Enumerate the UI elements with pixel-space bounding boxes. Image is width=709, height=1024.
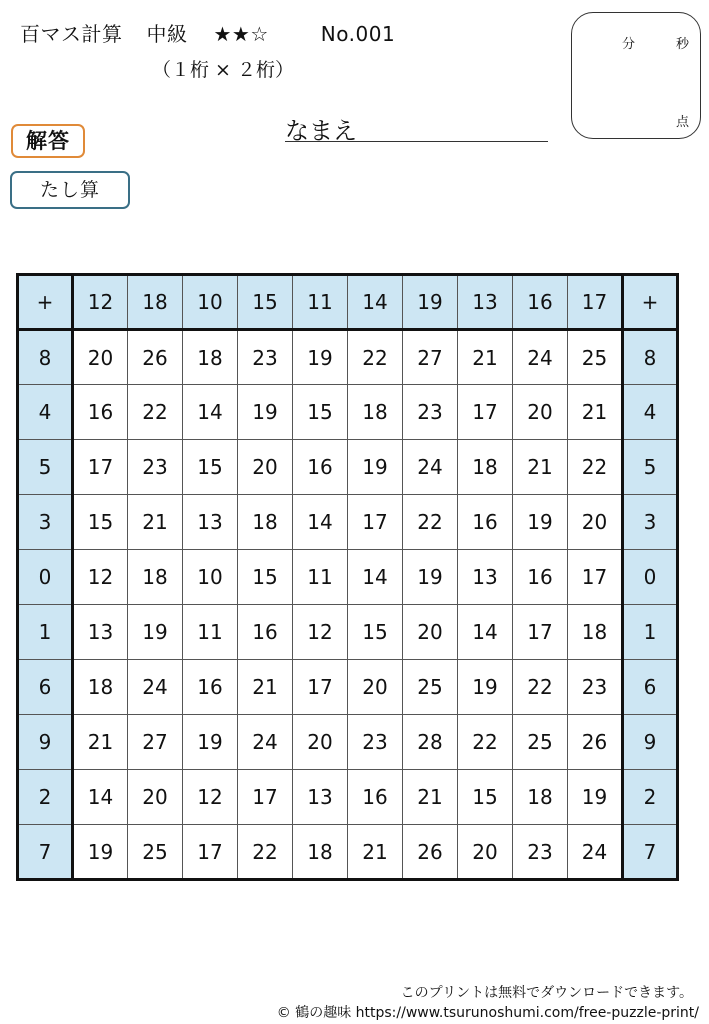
- answer-cell: 18: [183, 330, 238, 385]
- answer-cell: 18: [513, 770, 568, 825]
- grid-row: [18, 715, 678, 770]
- column-header-cell: 14: [348, 275, 403, 330]
- answer-cell: 14: [183, 385, 238, 440]
- worksheet-title-line: [20, 18, 395, 47]
- row-header-cell: 0: [18, 550, 73, 605]
- answer-cell: 26: [568, 715, 623, 770]
- grid-row: [18, 770, 678, 825]
- operator-cell: +: [623, 275, 678, 330]
- answer-cell: 16: [183, 660, 238, 715]
- grid-table: [16, 273, 679, 881]
- answer-cell: 20: [238, 440, 293, 495]
- answer-cell: 17: [183, 825, 238, 880]
- column-header-cell: 11: [293, 275, 348, 330]
- answer-cell: 19: [513, 495, 568, 550]
- answer-cell: 25: [403, 660, 458, 715]
- column-header-cell: 13: [458, 275, 513, 330]
- grid-row: [18, 605, 678, 660]
- answer-cell: 20: [293, 715, 348, 770]
- row-header-cell: 1: [623, 605, 678, 660]
- worksheet-number: No.001: [320, 22, 396, 46]
- answer-cell: 23: [348, 715, 403, 770]
- answer-cell: 15: [458, 770, 513, 825]
- answer-cell: 19: [183, 715, 238, 770]
- row-header-cell: 0: [623, 550, 678, 605]
- answer-cell: 16: [73, 385, 128, 440]
- answer-cell: 17: [348, 495, 403, 550]
- answer-cell: 22: [513, 660, 568, 715]
- score-box: [571, 12, 701, 139]
- answer-cell: 19: [458, 660, 513, 715]
- answer-cell: 12: [73, 550, 128, 605]
- answer-cell: 15: [183, 440, 238, 495]
- grid-row: [18, 385, 678, 440]
- operator-cell: +: [18, 275, 73, 330]
- row-header-cell: 8: [623, 330, 678, 385]
- answer-cell: 20: [348, 660, 403, 715]
- answer-cell: 17: [293, 660, 348, 715]
- answer-cell: 20: [128, 770, 183, 825]
- answer-cell: 22: [348, 330, 403, 385]
- answer-cell: 25: [513, 715, 568, 770]
- answer-cell: 23: [128, 440, 183, 495]
- row-header-cell: 4: [18, 385, 73, 440]
- name-label: なまえ: [285, 117, 357, 145]
- answer-cell: 10: [183, 550, 238, 605]
- answer-cell: 27: [403, 330, 458, 385]
- answer-cell: 16: [513, 550, 568, 605]
- answer-cell: 15: [293, 385, 348, 440]
- answer-cell: 16: [458, 495, 513, 550]
- hundred-square-grid: [16, 273, 679, 881]
- column-header-cell: 19: [403, 275, 458, 330]
- answer-cell: 20: [73, 330, 128, 385]
- answer-cell: 21: [458, 330, 513, 385]
- grid-row: [18, 330, 678, 385]
- answer-cell: 19: [73, 825, 128, 880]
- answer-cell: 22: [568, 440, 623, 495]
- row-header-cell: 7: [623, 825, 678, 880]
- answer-cell: 22: [458, 715, 513, 770]
- answer-cell: 21: [73, 715, 128, 770]
- answer-cell: 25: [128, 825, 183, 880]
- answer-cell: 18: [238, 495, 293, 550]
- answer-cell: 14: [458, 605, 513, 660]
- answer-cell: 20: [568, 495, 623, 550]
- answer-cell: 21: [403, 770, 458, 825]
- answer-cell: 17: [238, 770, 293, 825]
- answer-cell: 19: [128, 605, 183, 660]
- answer-cell: 22: [403, 495, 458, 550]
- row-header-cell: 6: [623, 660, 678, 715]
- row-header-cell: 6: [18, 660, 73, 715]
- answer-cell: 11: [183, 605, 238, 660]
- column-header-cell: 18: [128, 275, 183, 330]
- answer-cell: 15: [73, 495, 128, 550]
- grid-row: [18, 825, 678, 880]
- column-header-cell: 15: [238, 275, 293, 330]
- answer-cell: 19: [238, 385, 293, 440]
- grid-row: [18, 660, 678, 715]
- answer-cell: 19: [348, 440, 403, 495]
- answer-cell: 19: [403, 550, 458, 605]
- answer-cell: 21: [238, 660, 293, 715]
- answer-cell: 13: [293, 770, 348, 825]
- answer-cell: 18: [293, 825, 348, 880]
- answer-cell: 16: [348, 770, 403, 825]
- answer-cell: 23: [403, 385, 458, 440]
- points-label: 点: [676, 115, 690, 130]
- row-header-cell: 5: [18, 440, 73, 495]
- footer-notice: このプリントは無料でダウンロードできます。: [400, 985, 693, 1001]
- answer-badge: 解答: [11, 124, 85, 158]
- difficulty-level: 中級: [146, 22, 188, 46]
- row-header-cell: 8: [18, 330, 73, 385]
- answer-cell: 23: [568, 660, 623, 715]
- answer-cell: 26: [128, 330, 183, 385]
- answer-cell: 24: [513, 330, 568, 385]
- answer-cell: 18: [73, 660, 128, 715]
- answer-cell: 24: [238, 715, 293, 770]
- row-header-cell: 1: [18, 605, 73, 660]
- answer-cell: 12: [183, 770, 238, 825]
- column-header-cell: 12: [73, 275, 128, 330]
- answer-cell: 13: [458, 550, 513, 605]
- answer-cell: 21: [513, 440, 568, 495]
- answer-cell: 22: [128, 385, 183, 440]
- answer-cell: 17: [513, 605, 568, 660]
- answer-cell: 23: [513, 825, 568, 880]
- answer-cell: 14: [348, 550, 403, 605]
- grid-row: [18, 550, 678, 605]
- answer-cell: 14: [73, 770, 128, 825]
- answer-cell: 13: [73, 605, 128, 660]
- answer-cell: 24: [568, 825, 623, 880]
- row-header-cell: 2: [623, 770, 678, 825]
- answer-cell: 18: [458, 440, 513, 495]
- row-header-cell: 9: [18, 715, 73, 770]
- answer-cell: 13: [183, 495, 238, 550]
- answer-cell: 12: [293, 605, 348, 660]
- row-header-cell: 3: [18, 495, 73, 550]
- answer-cell: 20: [458, 825, 513, 880]
- minutes-label: 分: [622, 37, 636, 52]
- answer-cell: 24: [128, 660, 183, 715]
- worksheet-title: 百マス計算: [20, 22, 123, 46]
- grid-row: [18, 495, 678, 550]
- row-header-cell: 5: [623, 440, 678, 495]
- answer-cell: 11: [293, 550, 348, 605]
- answer-cell: 19: [293, 330, 348, 385]
- answer-cell: 20: [403, 605, 458, 660]
- answer-cell: 18: [568, 605, 623, 660]
- answer-cell: 23: [238, 330, 293, 385]
- column-header-cell: 17: [568, 275, 623, 330]
- answer-cell: 15: [348, 605, 403, 660]
- answer-cell: 17: [73, 440, 128, 495]
- worksheet-subtitle: （１桁 × ２桁）: [152, 59, 294, 81]
- row-header-cell: 7: [18, 825, 73, 880]
- row-header-cell: 9: [623, 715, 678, 770]
- name-underline: [285, 141, 548, 142]
- answer-cell: 22: [238, 825, 293, 880]
- answer-cell: 28: [403, 715, 458, 770]
- difficulty-stars: ★★☆: [213, 22, 269, 46]
- row-header-cell: 3: [623, 495, 678, 550]
- answer-cell: 16: [293, 440, 348, 495]
- grid-header-row: [18, 275, 678, 330]
- seconds-label: 秒: [676, 37, 690, 52]
- answer-cell: 18: [128, 550, 183, 605]
- answer-cell: 25: [568, 330, 623, 385]
- answer-cell: 19: [568, 770, 623, 825]
- row-header-cell: 2: [18, 770, 73, 825]
- answer-cell: 15: [238, 550, 293, 605]
- answer-cell: 17: [458, 385, 513, 440]
- answer-cell: 21: [128, 495, 183, 550]
- answer-cell: 17: [568, 550, 623, 605]
- row-header-cell: 4: [623, 385, 678, 440]
- operation-badge: たし算: [10, 171, 130, 209]
- answer-cell: 26: [403, 825, 458, 880]
- column-header-cell: 10: [183, 275, 238, 330]
- answer-cell: 27: [128, 715, 183, 770]
- footer-copyright: © 鶴の趣味 https://www.tsurunoshumi.com/free-puzzle-print/: [276, 1005, 699, 1021]
- grid-row: [18, 440, 678, 495]
- answer-cell: 20: [513, 385, 568, 440]
- answer-cell: 14: [293, 495, 348, 550]
- answer-cell: 16: [238, 605, 293, 660]
- answer-cell: 24: [403, 440, 458, 495]
- column-header-cell: 16: [513, 275, 568, 330]
- answer-cell: 21: [348, 825, 403, 880]
- answer-cell: 18: [348, 385, 403, 440]
- answer-cell: 21: [568, 385, 623, 440]
